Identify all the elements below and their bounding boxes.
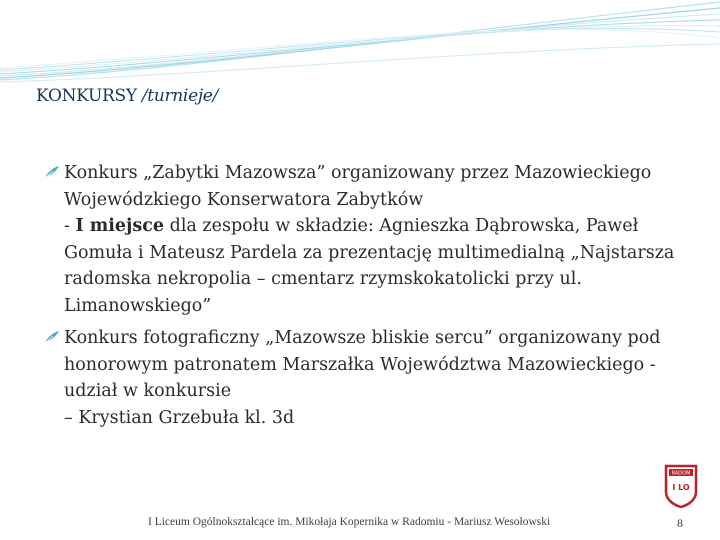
bullet-2-line-1: Konkurs fotograficzny „Mazowsze bliskie sercu” organizowany pod xyxy=(64,328,661,348)
bullet-2-line-3: udział w konkursie xyxy=(64,381,232,401)
bullet-2-line-4: – Krystian Grzebuła kl. 3d xyxy=(64,407,295,428)
bullet-item-1 xyxy=(44,160,684,319)
slide-footer: I Liceum Ogólnokształcące im. Mikołaja Kopernika w Radomiu - Mariusz Wesołowski xyxy=(148,516,551,528)
bullet-1-line-4: Gomuła i Mateusz Pardela za prezentację multimedialną „Najstarsza xyxy=(64,242,675,263)
slide-title xyxy=(36,86,218,106)
first-place-label: I miejsce xyxy=(75,216,165,236)
bullet-1-line-3-text: dla zespołu w składzie: Agnieszka Dąbrowska, Paweł xyxy=(169,216,639,236)
logo-top-text: RADOM xyxy=(671,470,691,477)
title-main: KONKURSY xyxy=(36,86,137,106)
bullet-1-line-5: radomska nekropolia – cmentarz rzymskokatolicki przy ul. xyxy=(64,269,582,289)
page-number: 8 xyxy=(677,516,683,530)
bullet-item-2 xyxy=(44,325,684,431)
school-logo xyxy=(664,464,698,508)
bullet-1-line-1: Konkurs „Zabytki Mazowsza” organizowany przez Mazowieckiego xyxy=(64,163,652,183)
bullet-1-prefix: - xyxy=(64,216,76,236)
feather-bullet-icon xyxy=(44,329,60,345)
decorative-wave xyxy=(0,0,720,95)
bullet-1-line-2: Wojewódzkiego Konserwatora Zabytków xyxy=(64,189,424,210)
bullet-2-line-2: honorowym patronatem Marszałka Województwa Mazowieckiego - xyxy=(64,354,656,375)
title-sub: /turnieje/ xyxy=(136,86,218,106)
feather-bullet-icon xyxy=(44,164,60,180)
bullet-1-line-6: Limanowskiego” xyxy=(64,295,212,316)
bullet-1-line-3 xyxy=(64,213,684,240)
slide-content xyxy=(44,160,684,437)
logo-center-text: I LO xyxy=(672,483,690,492)
